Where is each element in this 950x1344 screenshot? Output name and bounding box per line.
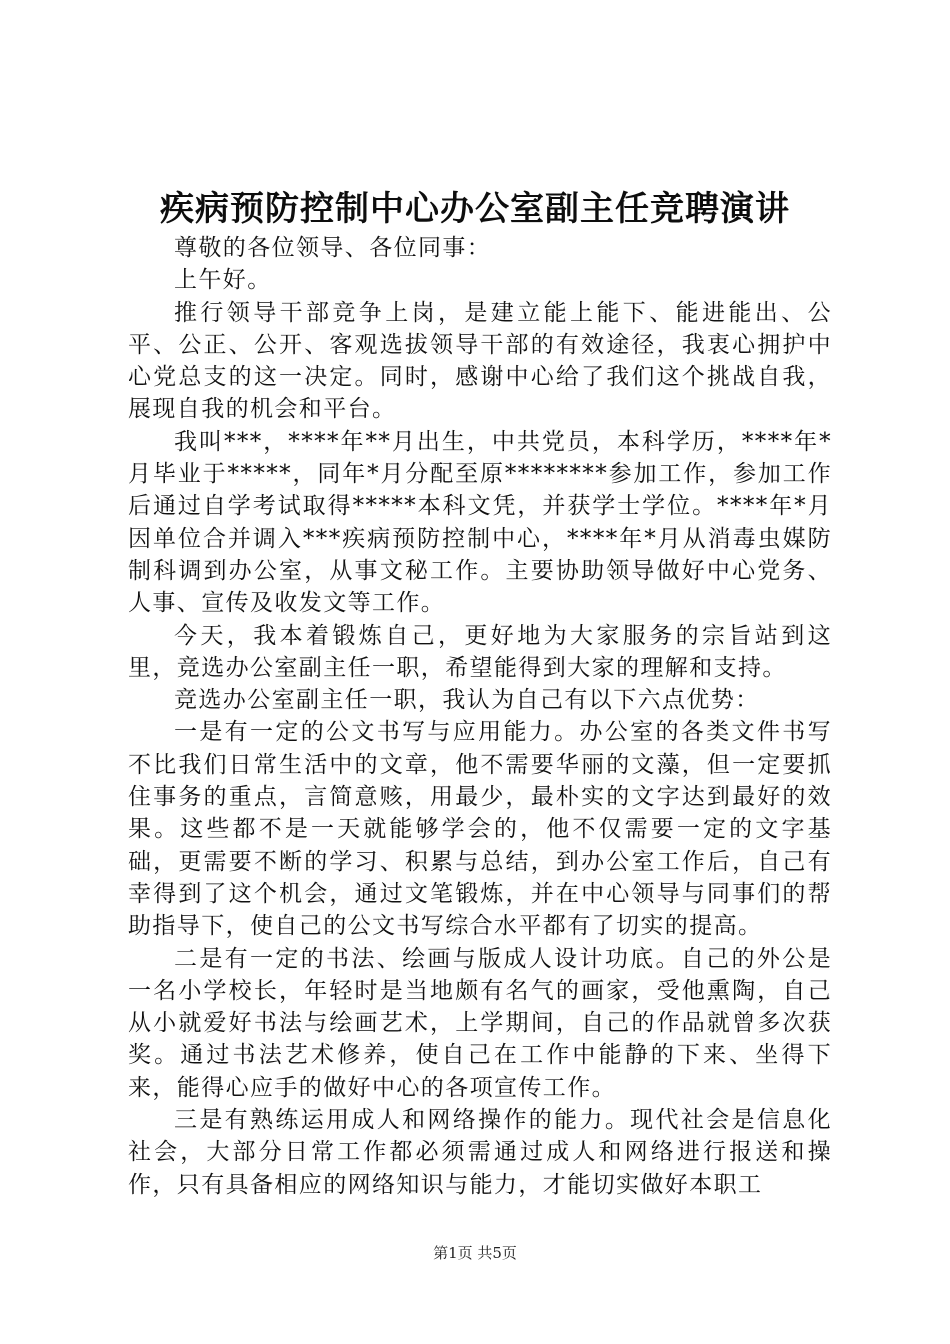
paragraph: 一是有一定的公文书写与应用能力。办公室的各类文件书写不比我们日常生活中的文章，他不需要华丽的文藻，但一定要抓住事务的重点，言简意赅，用最少，最朴实的文字达到最好的效果。这些都不是一天就能够学会的，他不仅需要一定的文字基础，更需要不断的学习、积累与总结，到办公室工作后，自己有幸得到了这个机会，通过文笔锻炼，并在中心领导与同事们的帮助指导下，使自己的公文书写综合水平都有了切实的提高。 [128, 719, 832, 940]
paragraph: 二是有一定的书法、绘画与版成人设计功底。自己的外公是一名小学校长，年轻时是当地颇有名气的画家，受他熏陶，自己从小就爱好书法与绘画艺术，上学期间，自己的作品就曾多次获奖。通过书法艺术修养，使自己在工作中能静的下来、坐得下来，能得心应手的做好中心的各项宣传工作。 [128, 945, 832, 1101]
paragraph-salutation: 尊敬的各位领导、各位同事： [174, 235, 492, 261]
paragraph: 我叫***，****年**月出生，中共党员，本科学历，****年*月毕业于*****，同年*月分配至原********参加工作，参加工作后通过自学考试取得*****本科文凭，并获学士学位。****年*月因单位合并调入***疾病预防控制中心，****年*月从消毒虫媒防制科调到办公室，从事文秘工作。主要协助领导做好中心党务、人事、宣传及收发文等工作。 [128, 428, 832, 617]
document-title: 疾病预防控制中心办公室副主任竞聘演讲 [160, 189, 790, 229]
page-footer: 第1页 共5页 [433, 1244, 517, 1262]
paragraph: 竞选办公室副主任一职，我认为自己有以下六点优势： [174, 687, 760, 714]
paragraph: 推行领导干部竞争上岗，是建立能上能下、能进能出、公平、公正、公开、客观选拔领导干部的有效途径，我衷心拥护中心党总支的这一决定。同时，感谢中心给了我们这个挑战自我，展现自我的机会和平台。 [128, 299, 832, 423]
paragraph: 今天，我本着锻炼自己，更好地为大家服务的宗旨站到这里，竞选办公室副主任一职，希望能得到大家的理解和支持。 [128, 622, 832, 681]
paragraph: 三是有熟练运用成人和网络操作的能力。现代社会是信息化社会，大部分日常工作都必须需通过成人和网络进行报送和操作，只有具备相应的网络知识与能力，才能切实做好本职工 [128, 1107, 832, 1198]
document-body [128, 232, 832, 1201]
paragraph-greeting: 上午好。 [174, 267, 272, 294]
